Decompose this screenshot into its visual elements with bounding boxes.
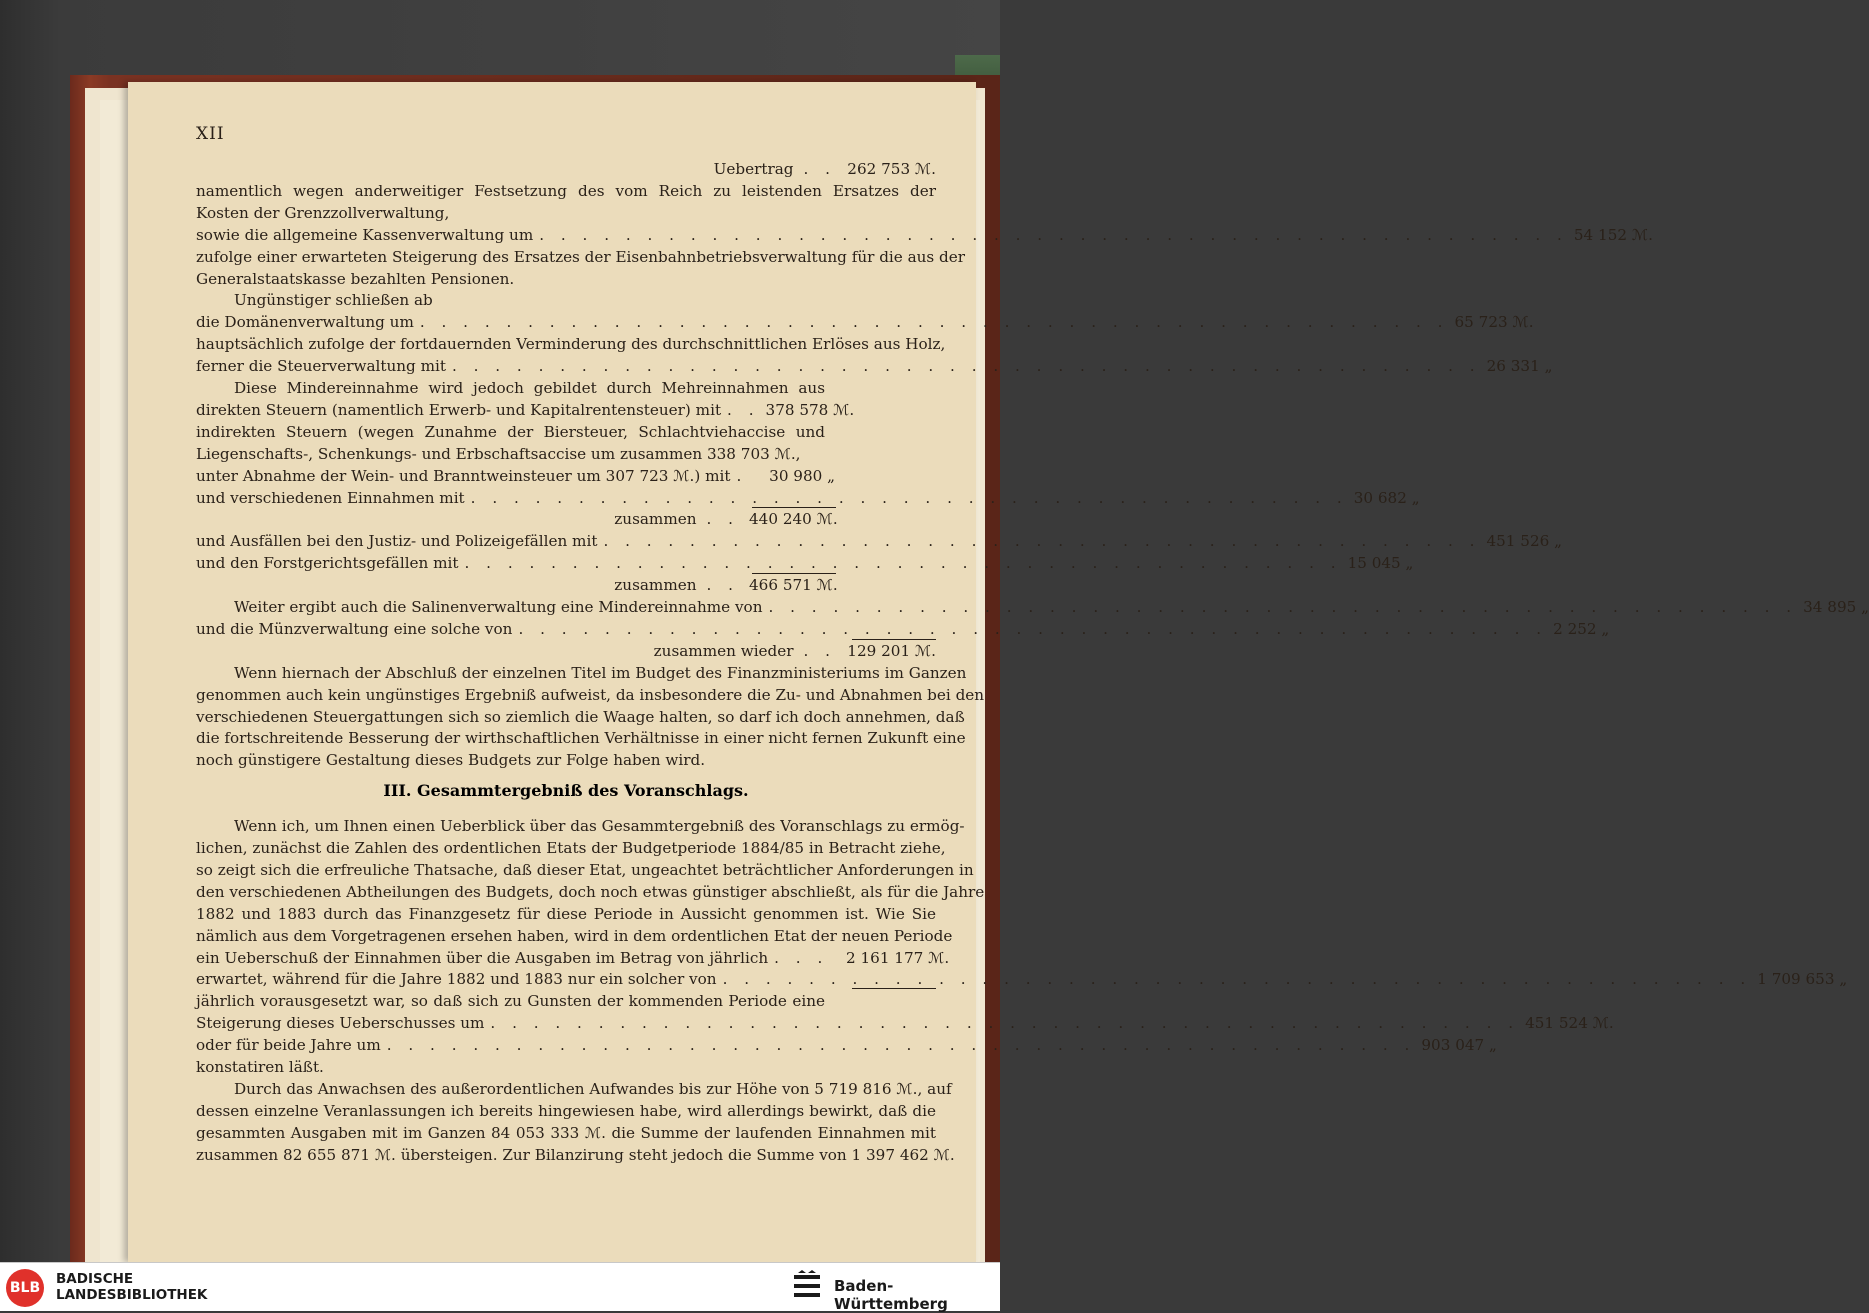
text-line (196, 662, 967, 684)
sum-label: zusammen wieder (653, 641, 794, 660)
leader-dots: . . . . . . . . . . . . . . . . . . . . . . . . . . . . . . . . . . . . . . . . . . . . . . . . (386, 1036, 1416, 1055)
paragraph-line: indirekten Steuern (wegen Zunahme der Biersteuer, Schlachtviehaccise und (196, 422, 825, 441)
item-label: Weiter ergibt auch die Salinenverwaltung eine Mindereinnahme von (234, 598, 763, 616)
amount: 30 980 „ (769, 466, 835, 485)
paragraph-line: nämlich aus dem Vorgetragenen ersehen haben, wird in dem ordentlichen Etat der neuen Periode (196, 926, 953, 945)
paragraph-line: zusammen 82 655 871 ℳ. übersteigen. Zur Bilanzirung steht jedoch die Summe von 1 397 462 ℳ. (196, 1145, 955, 1164)
text-line (196, 859, 974, 881)
text-line (196, 1056, 936, 1078)
amount: 26 331 „ (1486, 357, 1553, 376)
text-line (196, 333, 946, 355)
amount: 262 753 ℳ. (847, 160, 936, 178)
sum-label: zusammen (614, 510, 697, 529)
leader-dots: . . . . . . . . . . . . . . . . . . . . . . . . . . . . . . . . . . . . . . . . . (470, 488, 1348, 507)
leader-dots: . . (706, 576, 739, 595)
amount: 54 152 ℳ. (1573, 225, 1653, 244)
amount: 903 047 „ (1421, 1036, 1497, 1055)
text-line (196, 990, 936, 1012)
amount: 2 252 „ (1553, 619, 1610, 638)
paragraph-line: gesammten Ausgaben mit im Ganzen 84 053 333 ℳ. die Summe der laufenden Einnahmen mit (196, 1123, 936, 1142)
text-line (196, 925, 953, 947)
text-line (196, 618, 1610, 640)
item-label: Steigerung dieses Ueberschusses um (196, 1014, 485, 1033)
paragraph-line: so zeigt sich die erfreuliche Thatsache, daß dieser Etat, ungeachtet beträchtlicher Anforderungen in (196, 860, 974, 879)
text-line (196, 903, 936, 925)
leader-dots: . . . . . . . . . . . . . . . . . . . . . . . . . . . . . . . . . . . . . . . . . . . . . . . . (768, 598, 1798, 616)
leader-dots: . . . . . . . . . . . . . . . . . . . . . . . . . . . . . . . . . . . . . . . . . . . . . . . . (419, 313, 1449, 332)
text-line (196, 311, 1534, 333)
text-line (196, 749, 936, 771)
paragraph-line: Wenn hiernach der Abschluß der einzelnen Titel im Budget des Finanzministeriums im Ganzen (234, 663, 967, 682)
leader-dots: . . (727, 400, 760, 419)
sum-rule (852, 988, 936, 989)
paragraph-line: genommen auch kein ungünstiges Ergebniß aufweist, da insbesondere die Zu- und Abnahmen bei den (196, 685, 985, 704)
paragraph-line: Diese Mindereinnahme wird jedoch gebildet durch Mehreinnahmen aus (234, 379, 825, 397)
paragraph-line: noch günstigere Gestaltung dieses Budgets zur Folge haben wird. (196, 751, 706, 770)
text-line (196, 640, 936, 662)
text-line (196, 246, 966, 268)
amount: 30 682 „ (1353, 488, 1420, 507)
text-line (196, 706, 965, 728)
sum-rule (752, 507, 836, 508)
text-line (196, 508, 838, 530)
paragraph-line: dessen einzelne Veranlassungen ich bereits hingewiesen habe, wird allerdings bewirkt, daß die (196, 1101, 936, 1120)
library-name-line2: LANDESBIBLIOTHEK (56, 1287, 208, 1303)
amount: 378 578 ℳ. (765, 400, 855, 419)
leader-dots: . . . . . . . . . . . . . . . . . . . . . . . . . . . . . . . . . . . . . . . . . (603, 532, 1481, 551)
amount: 2 161 177 ℳ. (846, 948, 950, 967)
paragraph-line: zufolge einer erwarteten Steigerung des Ersatzes der Eisenbahnbetriebsverwaltung für die aus der (196, 247, 966, 266)
footer-bar (0, 1262, 1000, 1311)
item-label: und verschiedenen Einnahmen mit (196, 488, 465, 507)
leader-dots: . . . . . . . . . . . . . . . . . . . . . . . . . . . . . . . . . . . . . . . . . . . . . . . . (490, 1014, 1520, 1033)
text-line (196, 530, 1562, 552)
text-line (196, 684, 985, 706)
state-name[interactable]: Baden-Württemberg (834, 1277, 948, 1313)
leader-dots: . . (803, 160, 836, 178)
page-number: XII (196, 124, 225, 144)
paragraph-line: die fortschreitende Besserung der wirthschaftlichen Verhältnisse in einer nicht fernen Zukunft eine (196, 729, 966, 748)
amount: 440 240 ℳ. (749, 510, 838, 529)
text-line (196, 224, 1653, 246)
blb-logo[interactable]: BLB (6, 1269, 44, 1307)
paragraph-line: hauptsächlich zufolge der fortdauernden Verminderung des durchschnittlichen Erlöses aus Holz, (196, 335, 946, 354)
paragraph-line: jährlich vorausgesetzt war, so daß sich zu Gunsten der kommenden Periode eine (196, 992, 825, 1011)
item-label: und den Forstgerichtsgefällen mit (196, 554, 459, 573)
sum-rule (852, 639, 936, 640)
item-label: ein Ueberschuß der Einnahmen über die Ausgaben im Betrag von jährlich (196, 948, 769, 967)
text-line (196, 1012, 1614, 1034)
text-line (196, 596, 1869, 618)
text-line (196, 837, 946, 859)
amount: 129 201 ℳ. (847, 641, 936, 660)
item-label: und Ausfällen bei den Justiz- und Polizeigefällen mit (196, 532, 598, 551)
paragraph-line: Liegenschafts-, Schenkungs- und Erbschaftsaccise um zusammen 338 703 ℳ., (196, 444, 801, 463)
paragraph-line: lichen, zunächst die Zahlen des ordentlichen Etats der Budgetperiode 1884/85 in Betracht ziehe, (196, 839, 946, 857)
text-line (196, 443, 936, 465)
text-line (196, 968, 1848, 990)
item-label: die Domänenverwaltung um (196, 313, 414, 332)
amount: 451 524 ℳ. (1525, 1014, 1614, 1033)
text-line (196, 1034, 1497, 1056)
text-line (196, 465, 835, 487)
paragraph-line: Ungünstiger schließen ab (234, 291, 433, 310)
leader-dots: . . . . . . . . . . . . . . . . . . . . . . . . . . . . . . . . . . . . . . . . . . . . . . . . (539, 225, 1568, 244)
leader-dots: . (736, 466, 748, 485)
item-label: sowie die allgemeine Kassenverwaltung um (196, 225, 534, 244)
text-line (196, 202, 936, 224)
leader-dots: . . . (774, 948, 829, 967)
amount: 34 895 „ (1803, 598, 1869, 616)
text-line (196, 1100, 936, 1122)
paragraph-line: konstatiren läßt. (196, 1058, 324, 1076)
item-label: unter Abnahme der Wein- und Branntweinsteuer um 307 723 ℳ.) mit (196, 466, 731, 485)
text-line (196, 574, 838, 596)
text-line (196, 881, 985, 903)
amount: 65 723 ℳ. (1454, 313, 1534, 332)
paragraph-line: Durch das Anwachsen des außerordentlichen Aufwandes bis zur Höhe von 5 719 816 ℳ., auf (234, 1079, 952, 1098)
paragraph-line: den verschiedenen Abtheilungen des Budgets, doch noch etwas günstiger abschließt, als für die Jahre (196, 882, 985, 901)
text-line (196, 1078, 952, 1100)
paragraph-line: Wenn ich, um Ihnen einen Ueberblick über das Gesammtergebniß des Voranschlags zu ermög- (234, 817, 965, 836)
text-line (196, 487, 1420, 509)
text-line (196, 268, 936, 290)
text-line (196, 1144, 955, 1166)
text-line (196, 421, 936, 443)
paragraph-line: 1882 und 1883 durch das Finanzgesetz für diese Periode in Aussicht genommen ist. Wie Sie (196, 904, 936, 923)
paragraph-line: Generalstaatskasse bezahlten Pensionen. (196, 269, 515, 288)
text-line (196, 727, 966, 749)
text-line (196, 399, 855, 421)
library-name[interactable] (56, 1271, 207, 1303)
section-heading: III. Gesammtergebniß des Voranschlags. (383, 781, 749, 801)
amount: 466 571 ℳ. (749, 576, 838, 595)
item-label: direkten Steuern (namentlich Erwerb- und Kapitalrentensteuer) mit (196, 400, 722, 419)
leader-dots: . . . . . . . . . . . . . . . . . . . . . . . . . . . . . . . . . . . . . . . . . (464, 554, 1342, 573)
text-line (196, 377, 936, 399)
amount: 15 045 „ (1347, 554, 1414, 573)
sum-label: zusammen (614, 576, 697, 595)
item-label: ferner die Steuerverwaltung mit (196, 357, 446, 376)
text-line (196, 158, 936, 180)
leader-dots: . . (706, 510, 739, 529)
paragraph-line: Kosten der Grenzzollverwaltung, (196, 203, 450, 222)
text-line (196, 180, 936, 202)
paragraph-line: verschiedenen Steuergattungen sich so ziemlich die Waage halten, so darf ich doch annehmen, daß (196, 707, 965, 726)
leader-dots: . . . . . . . . . . . . . . . . . . . . . . . . . . . . . . . . . . . . . . . . . . . . . . . . (722, 970, 1752, 989)
sum-rule (752, 573, 836, 574)
text-line (196, 947, 950, 969)
leader-dots: . . . . . . . . . . . . . . . . . . . . . . . . . . . . . . . . . . . . . . . . . . . . . . . . (451, 357, 1481, 376)
item-label: und die Münzverwaltung eine solche von (196, 619, 513, 638)
lions-crest-icon[interactable] (790, 1269, 824, 1305)
leader-dots: . . . . . . . . . . . . . . . . . . . . . . . . . . . . . . . . . . . . . . . . . . . . . . . . (518, 619, 1548, 638)
leader-dots: . . (803, 641, 836, 660)
paragraph-line: namentlich wegen anderweitiger Festsetzung des vom Reich zu leistenden Ersatzes der (196, 181, 936, 200)
amount: 451 526 „ (1486, 532, 1562, 551)
sum-label: Uebertrag (713, 160, 794, 178)
text-line (196, 815, 965, 837)
library-name-line1: BADISCHE (56, 1271, 134, 1287)
text-line (196, 355, 1553, 377)
item-label: oder für beide Jahre um (196, 1036, 381, 1055)
amount: 1 709 653 „ (1757, 970, 1848, 989)
text-line (196, 552, 1414, 574)
text-line (196, 289, 936, 311)
text-line (196, 1122, 936, 1144)
item-label: erwartet, während für die Jahre 1882 und 1883 nur ein solcher von (196, 970, 717, 989)
